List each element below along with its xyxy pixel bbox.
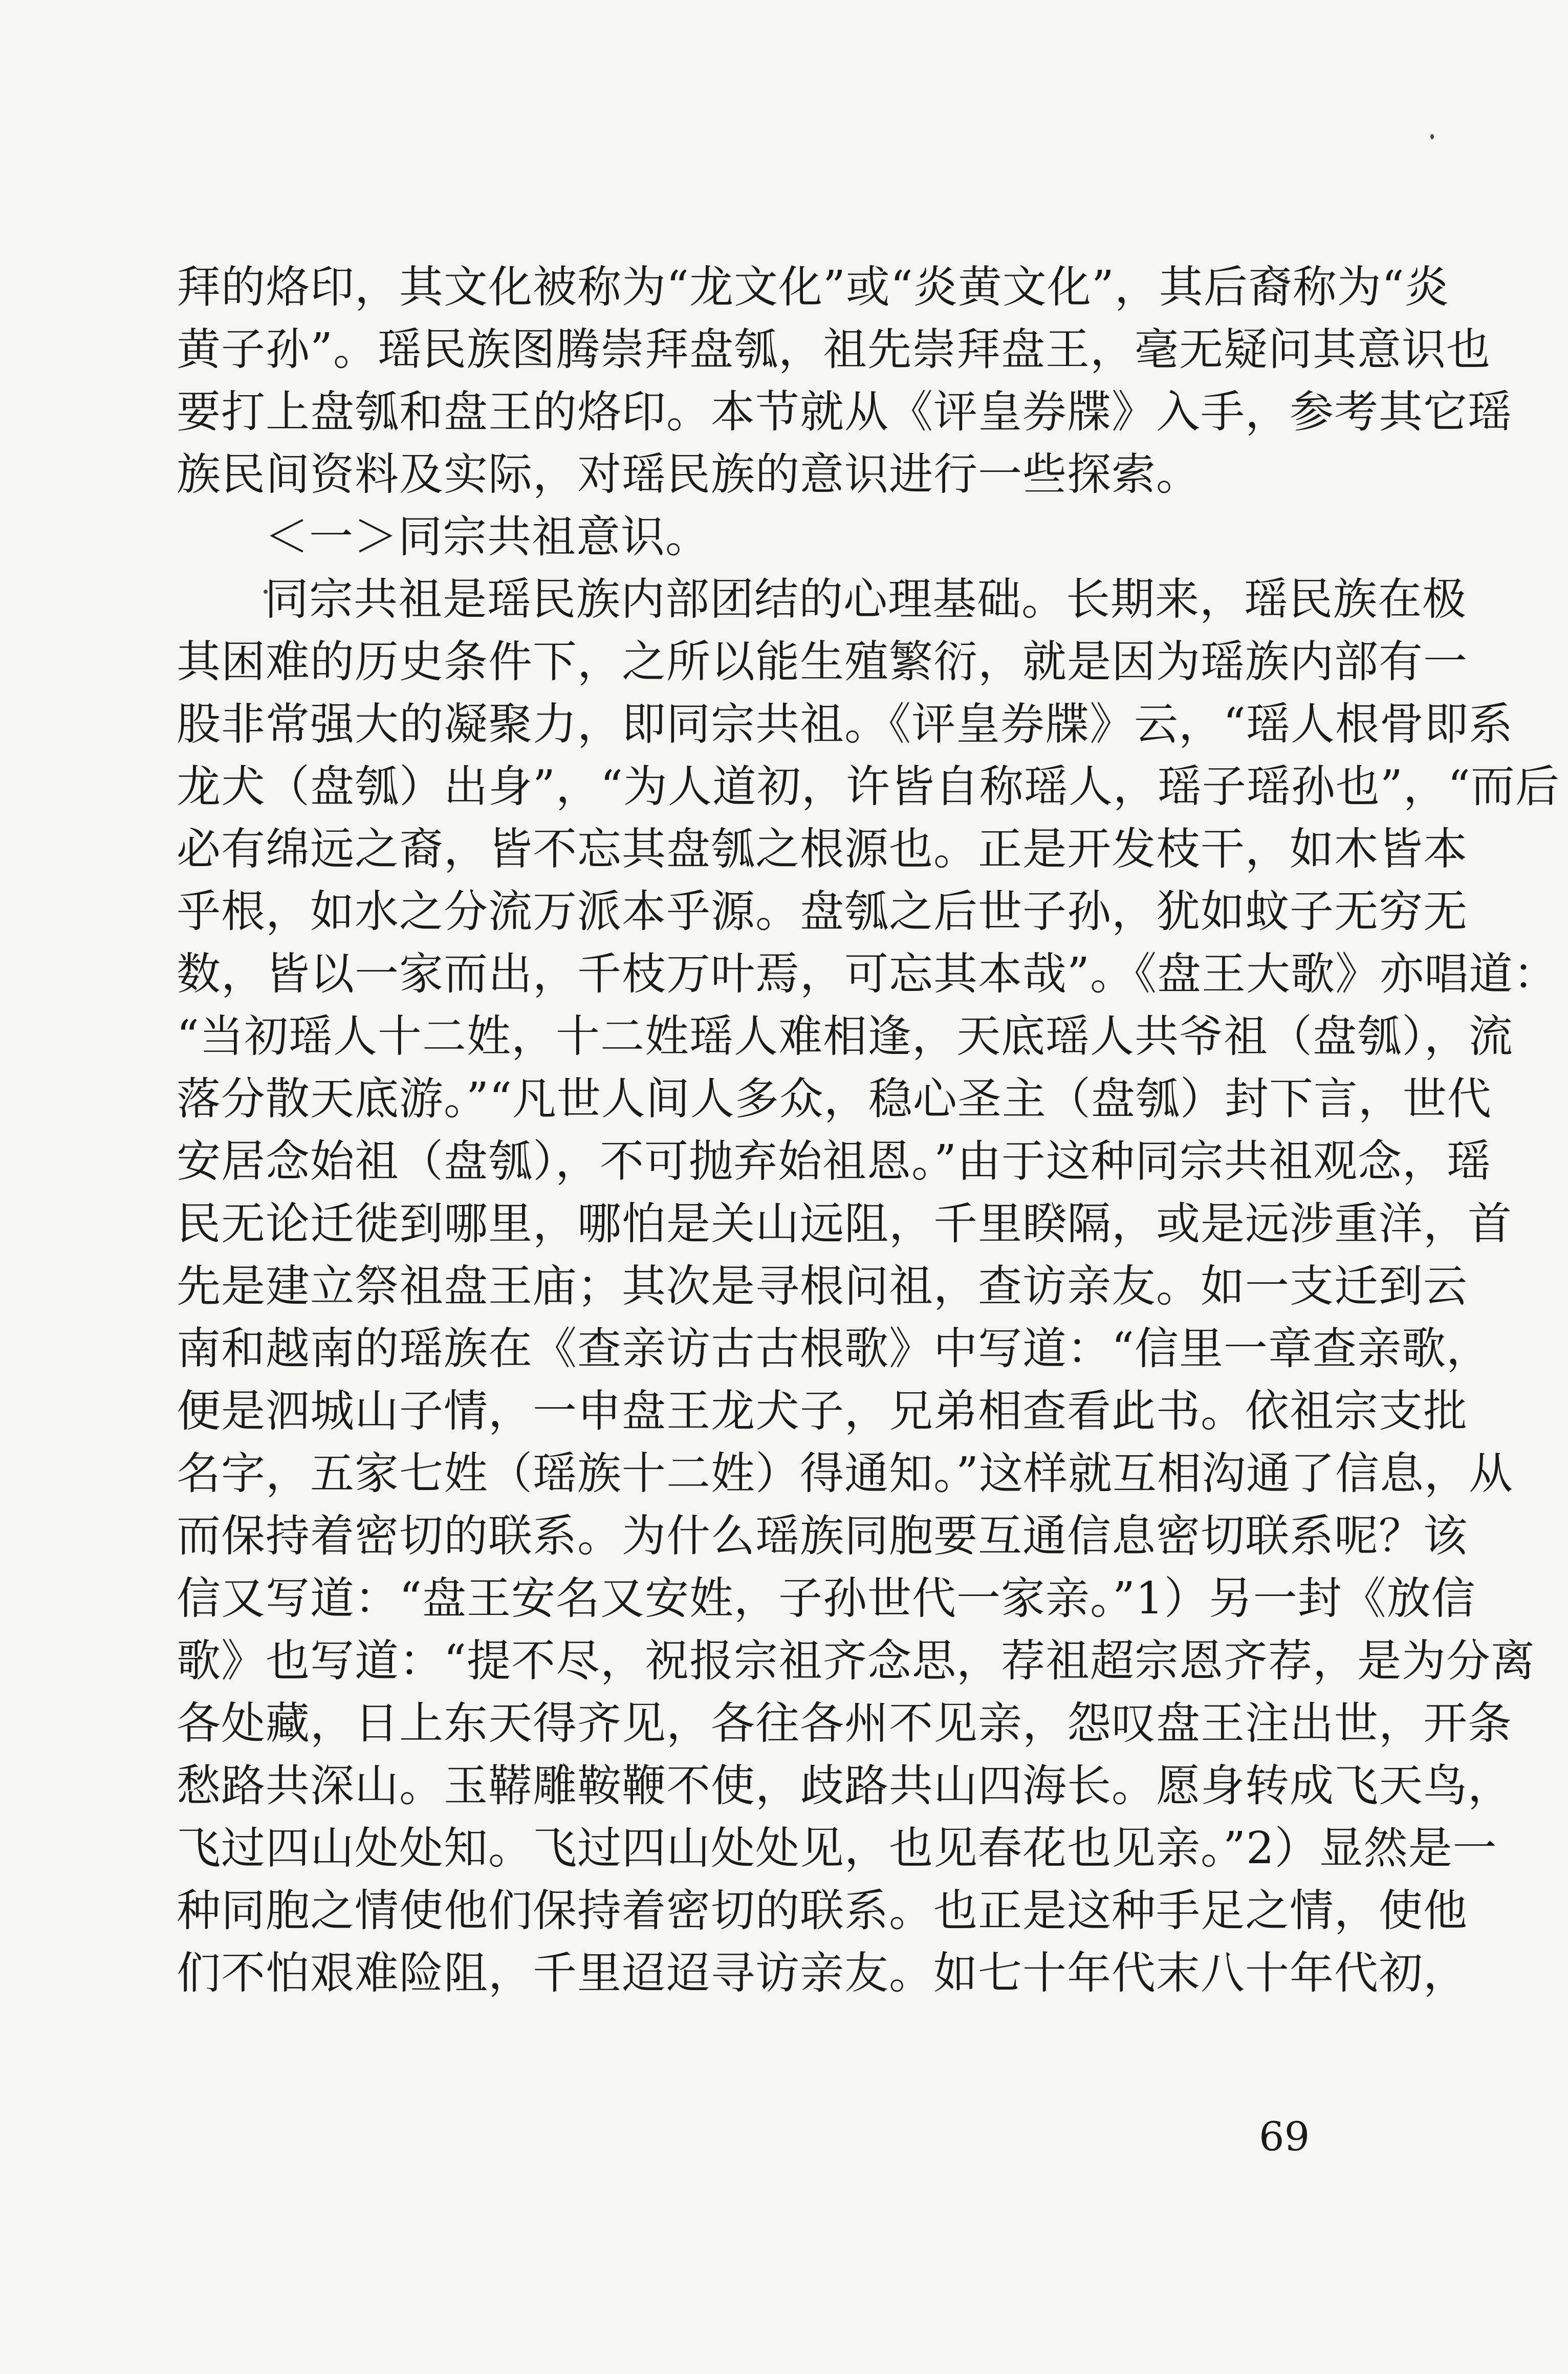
text-line: 同宗共祖是瑶民族内部团结的心理基础。长期来，瑶民族在极 bbox=[265, 574, 1467, 625]
text-line: 拜的烙印，其文化被称为“龙文化”或“炎黄文化”，其后裔称为“炎 bbox=[177, 262, 1449, 313]
text-line: 落分散天底游。”“凡世人间人多众，稳心圣主（盘瓠）封下言，世代 bbox=[177, 1073, 1492, 1125]
text-line: 安居念始祖（盘瓠），不可抛弃始祖恩。”由于这种同宗共祖观念，瑶 bbox=[177, 1136, 1491, 1187]
text-line: 种同胞之情使他们保持着密切的联系。也正是这种手足之情，使他 bbox=[177, 1885, 1468, 1936]
text-line: 们不怕艰难险阻，千里迢迢寻访亲友。如七十年代末八十年代初， bbox=[177, 1948, 1468, 1999]
text-line: 歌》也写道：“提不尽，祝报宗祖齐念思，荐祖超宗恩齐荐，是为分离 bbox=[177, 1635, 1535, 1687]
text-line: 黄子孙”。瑶民族图腾崇拜盘瓠，祖先崇拜盘王，毫无疑问其意识也 bbox=[177, 324, 1491, 375]
text-line: 龙犬（盘瓠）出身”，“为人道初，许皆自称瑶人，瑶子瑶孙也”，“而后 bbox=[177, 761, 1560, 812]
text-line: 名字，五家七姓（瑶族十二姓）得通知。”这样就互相沟通了信息，从 bbox=[177, 1448, 1513, 1499]
scan-speck bbox=[1430, 134, 1434, 139]
text-line: 而保持着密切的联系。为什么瑶族同胞要互通信息密切联系呢？该 bbox=[177, 1510, 1468, 1562]
text-line: 便是泗城山子情，一申盘王龙犬子，兄弟相查看此书。依祖宗支批 bbox=[177, 1386, 1468, 1437]
text-line: 民无论迁徙到哪里，哪怕是关山远阻，千里睽隔，或是远涉重洋，首 bbox=[177, 1198, 1512, 1249]
body-text bbox=[177, 256, 1560, 2004]
text-line: 乎根，如水之分流万派本乎源。盘瓠之后世子孙，犹如蚊子无穷无 bbox=[177, 886, 1468, 937]
text-line: 族民间资料及实际，对瑶民族的意识进行一些探索。 bbox=[177, 449, 1201, 500]
text-line: 先是建立祭祖盘王庙；其次是寻根问祖，查访亲友。如一支迁到云 bbox=[177, 1261, 1468, 1312]
text-line: 其困难的历史条件下，之所以能生殖繁衍，就是因为瑶族内部有一 bbox=[177, 636, 1468, 687]
section-heading: ＜一＞同宗共祖意识。 bbox=[265, 511, 710, 563]
text-line: 各处藏，日上东天得齐见，各往各州不见亲，怨叹盘王注出世，开条 bbox=[177, 1698, 1512, 1749]
text-line: 愁路共深山。玉鞯雕鞍鞭不使，歧路共山四海长。愿身转成飞天鸟， bbox=[177, 1760, 1512, 1811]
text-line: 数，皆以一家而出，千枝万叶焉，可忘其本哉”。《盘王大歌》亦唱道： bbox=[177, 948, 1558, 1000]
text-line: 信又写道：“盘王安名又安姓，子孙世代一家亲。”1）另一封《放信 bbox=[177, 1573, 1476, 1624]
text-line: “当初瑶人十二姓，十二姓瑶人难相逢，天底瑶人共爷祖（盘瓠），流 bbox=[177, 1011, 1513, 1062]
text-line: 必有绵远之裔，皆不忘其盘瓠之根源也。正是开发枝干，如木皆本 bbox=[177, 824, 1468, 875]
page-number: 69 bbox=[1259, 2114, 1310, 2160]
text-line: 飞过四山处处知。飞过四山处处见，也见春花也见亲。”2）显然是一 bbox=[177, 1823, 1497, 1874]
text-line: 股非常强大的凝聚力，即同宗共祖。《评皇券牒》云，“瑶人根骨即系 bbox=[177, 699, 1513, 750]
text-line: 南和越南的瑶族在《查亲访古古根歌》中写道：“信里一章查亲歌， bbox=[177, 1323, 1491, 1374]
text-line: 要打上盘瓠和盘王的烙印。本节就从《评皇券牒》入手，参考其它瑶 bbox=[177, 386, 1512, 438]
